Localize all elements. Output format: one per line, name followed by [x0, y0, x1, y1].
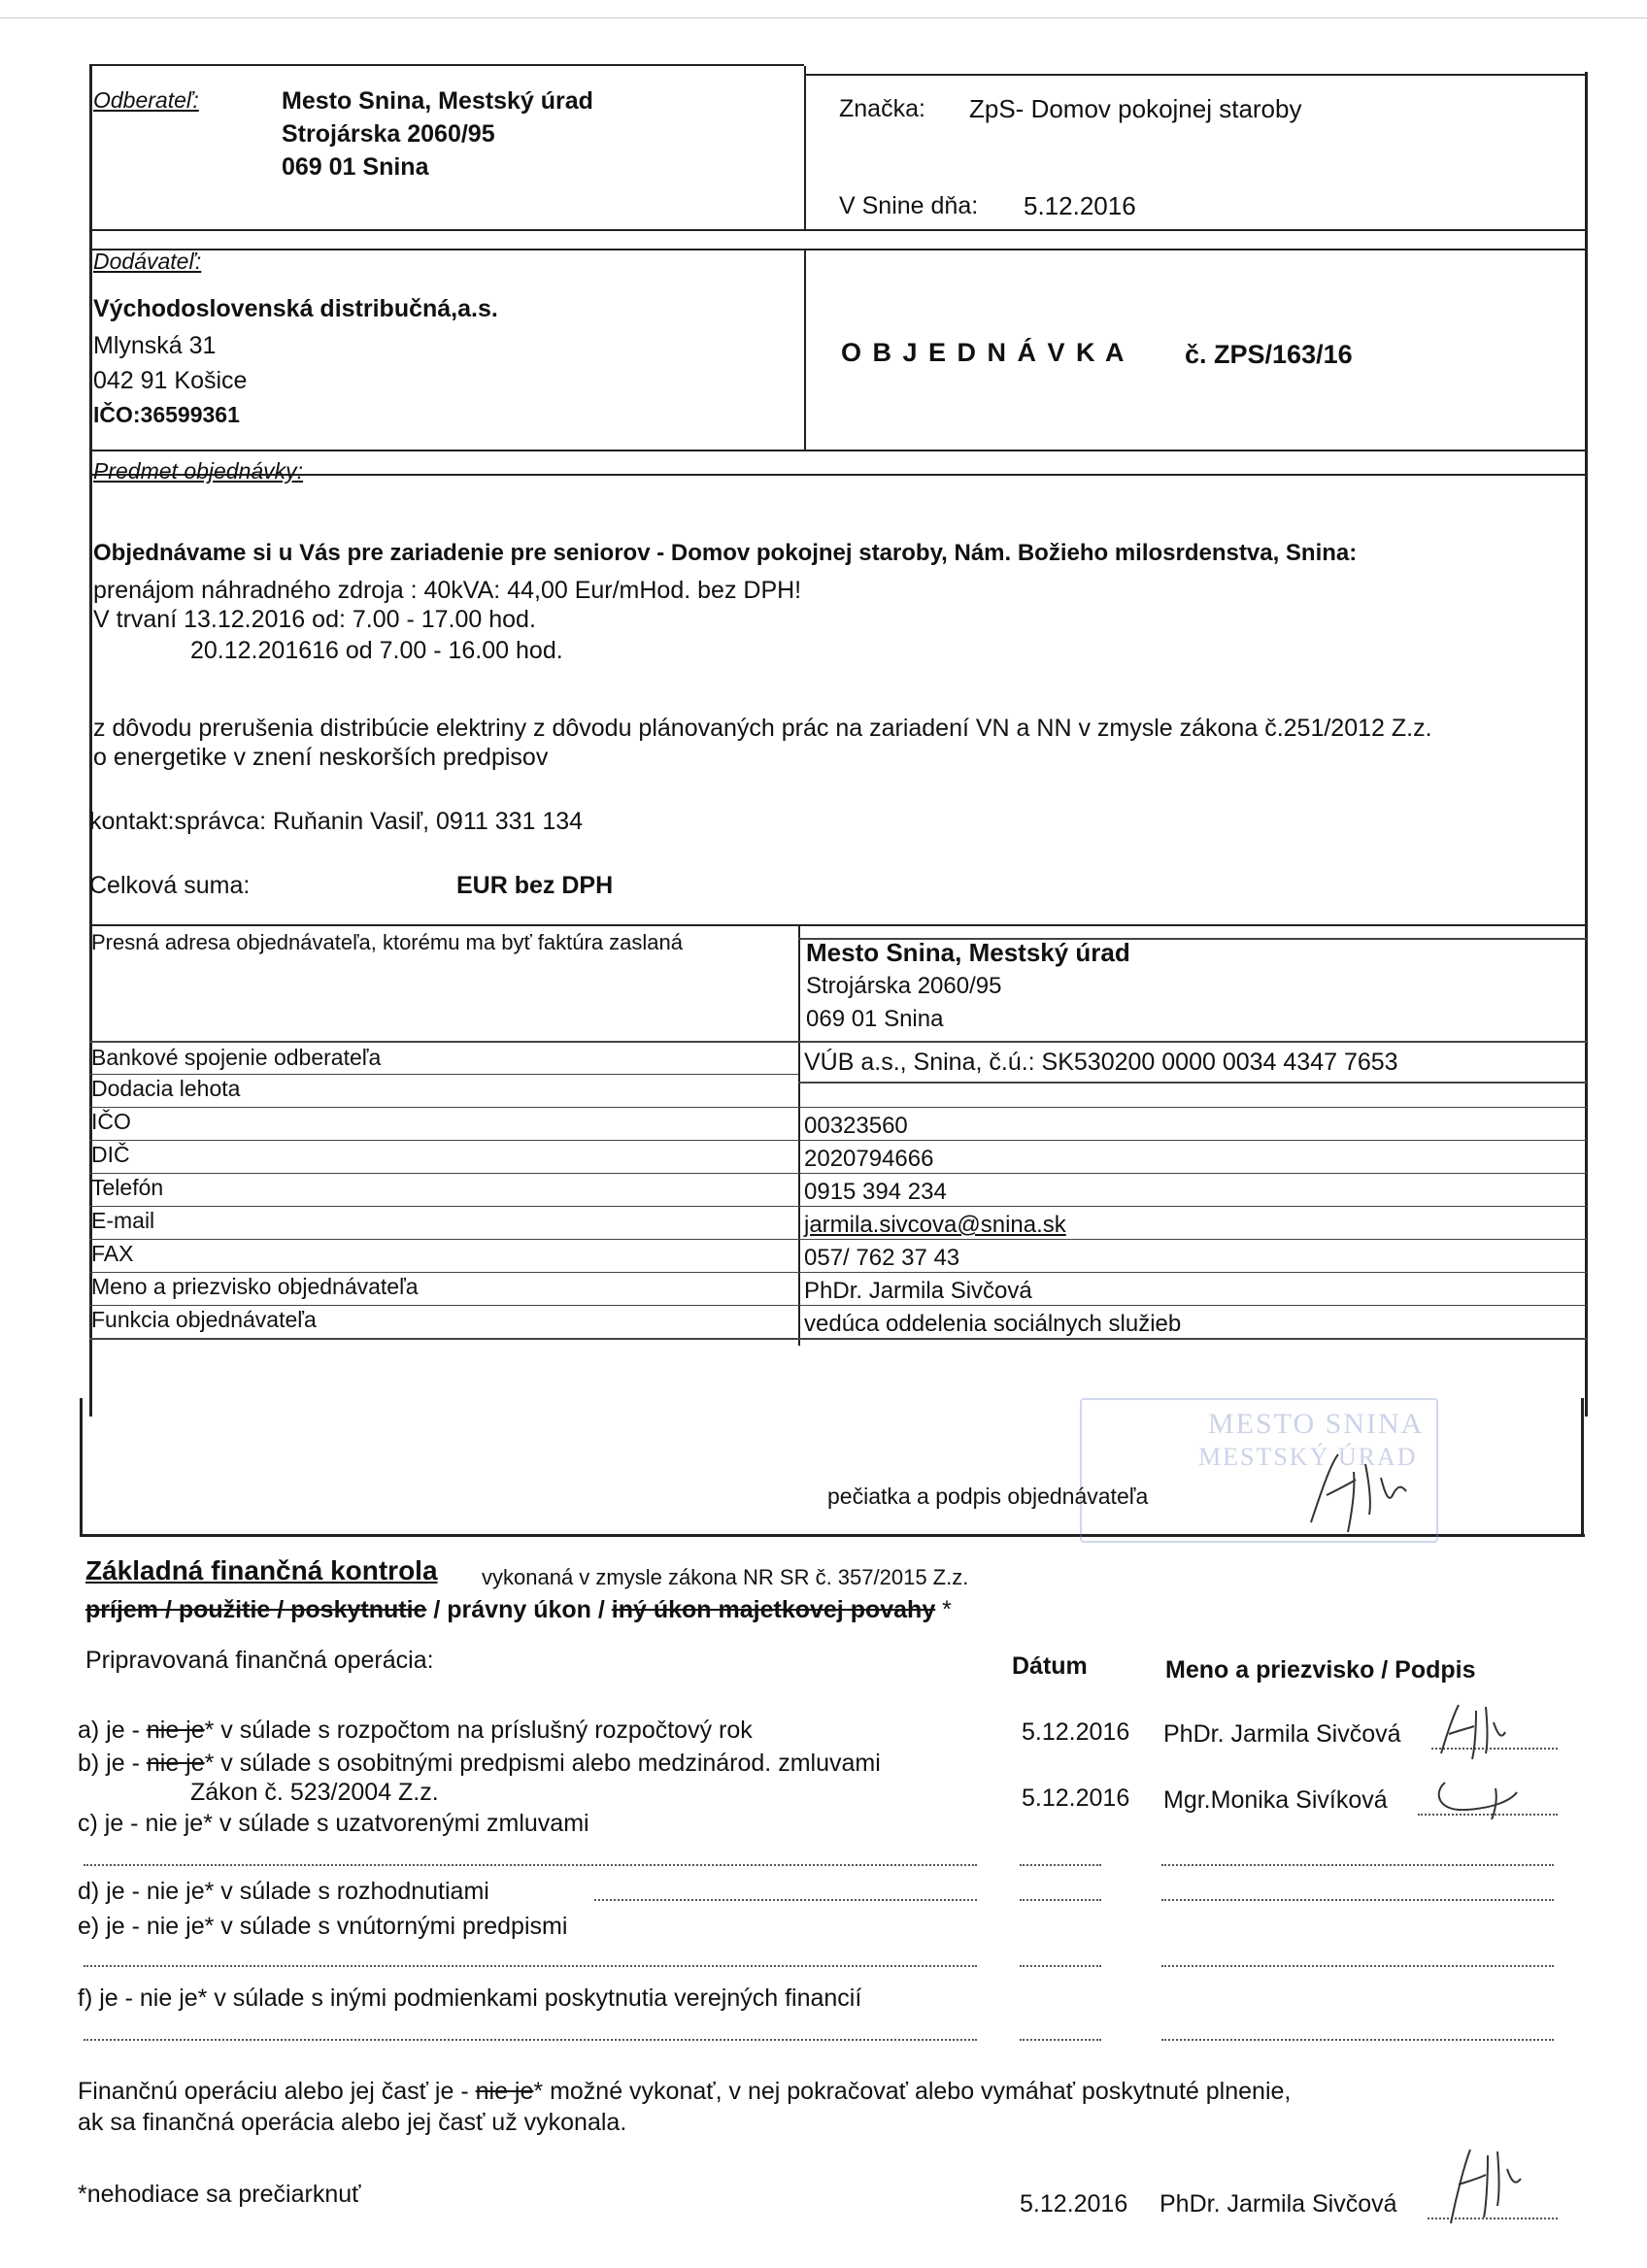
orderer-name-label: Meno a priezvisko objednávateľa [91, 1274, 419, 1299]
subject-contact: kontakt:správca: Ruňanin Vasiľ, 0911 331 134 [89, 808, 584, 835]
delivery-label: Dodacia lehota [91, 1076, 241, 1101]
ico-label: IČO [91, 1109, 131, 1134]
item-b-text: * v súlade s osobitnými predpismi alebo medzinárod. zmluvami [204, 1750, 881, 1777]
item-a-prefix: a) je - [78, 1717, 140, 1744]
phone-value: 0915 394 234 [804, 1179, 947, 1205]
total-value: EUR bez DPH [456, 872, 614, 899]
order-title: O B J E D N Á V K A [841, 338, 1126, 367]
supplier-label: Dodávateľ: [93, 249, 202, 274]
final-statement-line-1 [78, 2078, 1291, 2106]
invoice-address-line-2: Strojárska 2060/95 [806, 973, 1002, 999]
orderer-function-label: Funkcia objednávateľa [91, 1307, 317, 1332]
item-a-date: 5.12.2016 [1022, 1718, 1130, 1746]
item-c: c) je - nie je* v súlade s uzatvorenými zmluvami [78, 1810, 589, 1837]
final-struck: nie je [475, 2078, 534, 2105]
ico-value: 00323560 [804, 1113, 908, 1139]
final-date: 5.12.2016 [1020, 2190, 1128, 2218]
signature-mark-a [1428, 1695, 1563, 1831]
bank-label: Bankové spojenie odberateľa [91, 1045, 382, 1070]
order-number: č. ZPS/163/16 [1185, 340, 1353, 369]
phone-label: Telefón [91, 1175, 164, 1200]
item-f: f) je - nie je* v súlade s inými podmienkami poskytnutia verejných financií [78, 1984, 862, 2012]
date-value: 5.12.2016 [1024, 191, 1136, 220]
item-b-law: Zákon č. 523/2004 Z.z. [190, 1779, 439, 1806]
reference-value: ZpS- Domov pokojnej staroby [969, 94, 1302, 123]
subject-line-3: 20.12.201616 od 7.00 - 16.00 hod. [190, 637, 563, 664]
buyer-name: Mesto Snina, Mestský úrad [282, 87, 593, 115]
footnote: *nehodiace sa prečiarknuť [78, 2181, 361, 2208]
scan-top-line [0, 17, 1647, 18]
legal-act-text: / právny úkon / [433, 1596, 605, 1623]
subject-line-1: prenájom náhradného zdroja : 40kVA: 44,00 Eur/mHod. bez DPH! [93, 577, 802, 604]
item-e: e) je - nie je* v súlade s vnútornými predpismi [78, 1913, 568, 1940]
subject-headline: Objednávame si u Vás pre zariadenie pre seniorov - Domov pokojnej staroby, Nám. Božieho milosrdenstva, Snina: [93, 540, 1358, 566]
dic-label: DIČ [91, 1142, 130, 1167]
control-subtitle: vykonaná v zmysle zákona NR SR č. 357/2015 Z.z. [482, 1565, 969, 1589]
column-date: Dátum [1012, 1652, 1088, 1680]
invoice-address-label: Presná adresa objednávateľa, ktorému ma byť faktúra zaslaná [91, 930, 684, 954]
buyer-label: Odberateľ: [93, 87, 199, 113]
subject-reason-2: o energetike v znení neskorších predpisov [93, 744, 549, 771]
stamp-line-2: MESTSKÝ ÚRAD [1198, 1443, 1418, 1471]
item-a-name: PhDr. Jarmila Sivčová [1163, 1720, 1401, 1748]
item-b-date: 5.12.2016 [1022, 1784, 1130, 1812]
supplier-ico: IČO:36599361 [93, 402, 240, 427]
final-statement-line-2: ak sa finančná operácia alebo jej časť už vykonala. [78, 2109, 627, 2136]
dic-value: 2020794666 [804, 1146, 934, 1172]
buyer-street: Strojárska 2060/95 [282, 120, 495, 148]
signature-mark-final [1437, 2136, 1554, 2233]
subject-label: Predmet objednávky: [93, 458, 304, 484]
control-type-line [85, 1596, 952, 1624]
item-b-prefix: b) je - [78, 1750, 140, 1777]
fax-value: 057/ 762 37 43 [804, 1245, 960, 1271]
supplier-name: Východoslovenská distribučná,a.s. [93, 295, 498, 322]
operation-label: Pripravovaná finančná operácia: [85, 1647, 434, 1674]
struck-other-act: iný úkon majetkovej povahy [611, 1596, 936, 1623]
total-label: Celková suma: [89, 872, 251, 899]
asterisk: * [942, 1596, 952, 1623]
reference-label: Značka: [839, 95, 925, 122]
supplier-street: Mlynská 31 [93, 332, 217, 359]
email-label: E-mail [91, 1208, 155, 1233]
item-b-name: Mgr.Monika Sivíková [1163, 1786, 1388, 1814]
invoice-address-line-3: 069 01 Snina [806, 1006, 944, 1032]
final-text: * možné vykonať, v nej pokračovať alebo vymáhať poskytnuté plnenie, [533, 2078, 1292, 2105]
stamp-caption: pečiatka a podpis objednávateľa [827, 1484, 1149, 1509]
supplier-city: 042 91 Košice [93, 367, 248, 394]
buyer-city: 069 01 Snina [282, 153, 429, 181]
final-prefix: Finančnú operáciu alebo jej časť je - [78, 2078, 469, 2105]
item-d: d) je - nie je* v súlade s rozhodnutiami [78, 1878, 489, 1905]
item-a-struck: nie je [146, 1717, 205, 1744]
final-name: PhDr. Jarmila Sivčová [1160, 2190, 1397, 2218]
invoice-address-line-1: Mesto Snina, Mestský úrad [806, 938, 1130, 967]
struck-income-use: príjem / použitie / poskytnutie [85, 1596, 427, 1623]
item-a-text: * v súlade s rozpočtom na príslušný rozpočtový rok [204, 1717, 753, 1744]
orderer-name-value: PhDr. Jarmila Sivčová [804, 1278, 1032, 1304]
email-value: jarmila.sivcova@snina.sk [804, 1212, 1066, 1238]
item-b-struck: nie je [146, 1750, 205, 1777]
bank-value: VÚB a.s., Snina, č.ú.: SK530200 0000 0034 4347 7653 [804, 1049, 1398, 1076]
subject-reason-1: z dôvodu prerušenia distribúcie elektriny z dôvodu plánovaných prác na zariadení VN a NN v zmysle zákona č.251/2012 Z.z. [93, 715, 1432, 742]
subject-line-2: V trvaní 13.12.2016 od: 7.00 - 17.00 hod. [93, 606, 536, 633]
control-title: Základná finančná kontrola [85, 1555, 438, 1585]
item-a [78, 1717, 753, 1745]
fax-label: FAX [91, 1241, 134, 1266]
stamp-line-1: MESTO SNINA [1208, 1408, 1425, 1440]
column-name-signature: Meno a priezvisko / Podpis [1165, 1656, 1476, 1684]
item-b [78, 1750, 881, 1778]
signature-mark [1292, 1435, 1437, 1542]
orderer-function-value: vedúca oddelenia sociálnych služieb [804, 1311, 1182, 1337]
date-label: V Snine dňa: [839, 192, 979, 219]
